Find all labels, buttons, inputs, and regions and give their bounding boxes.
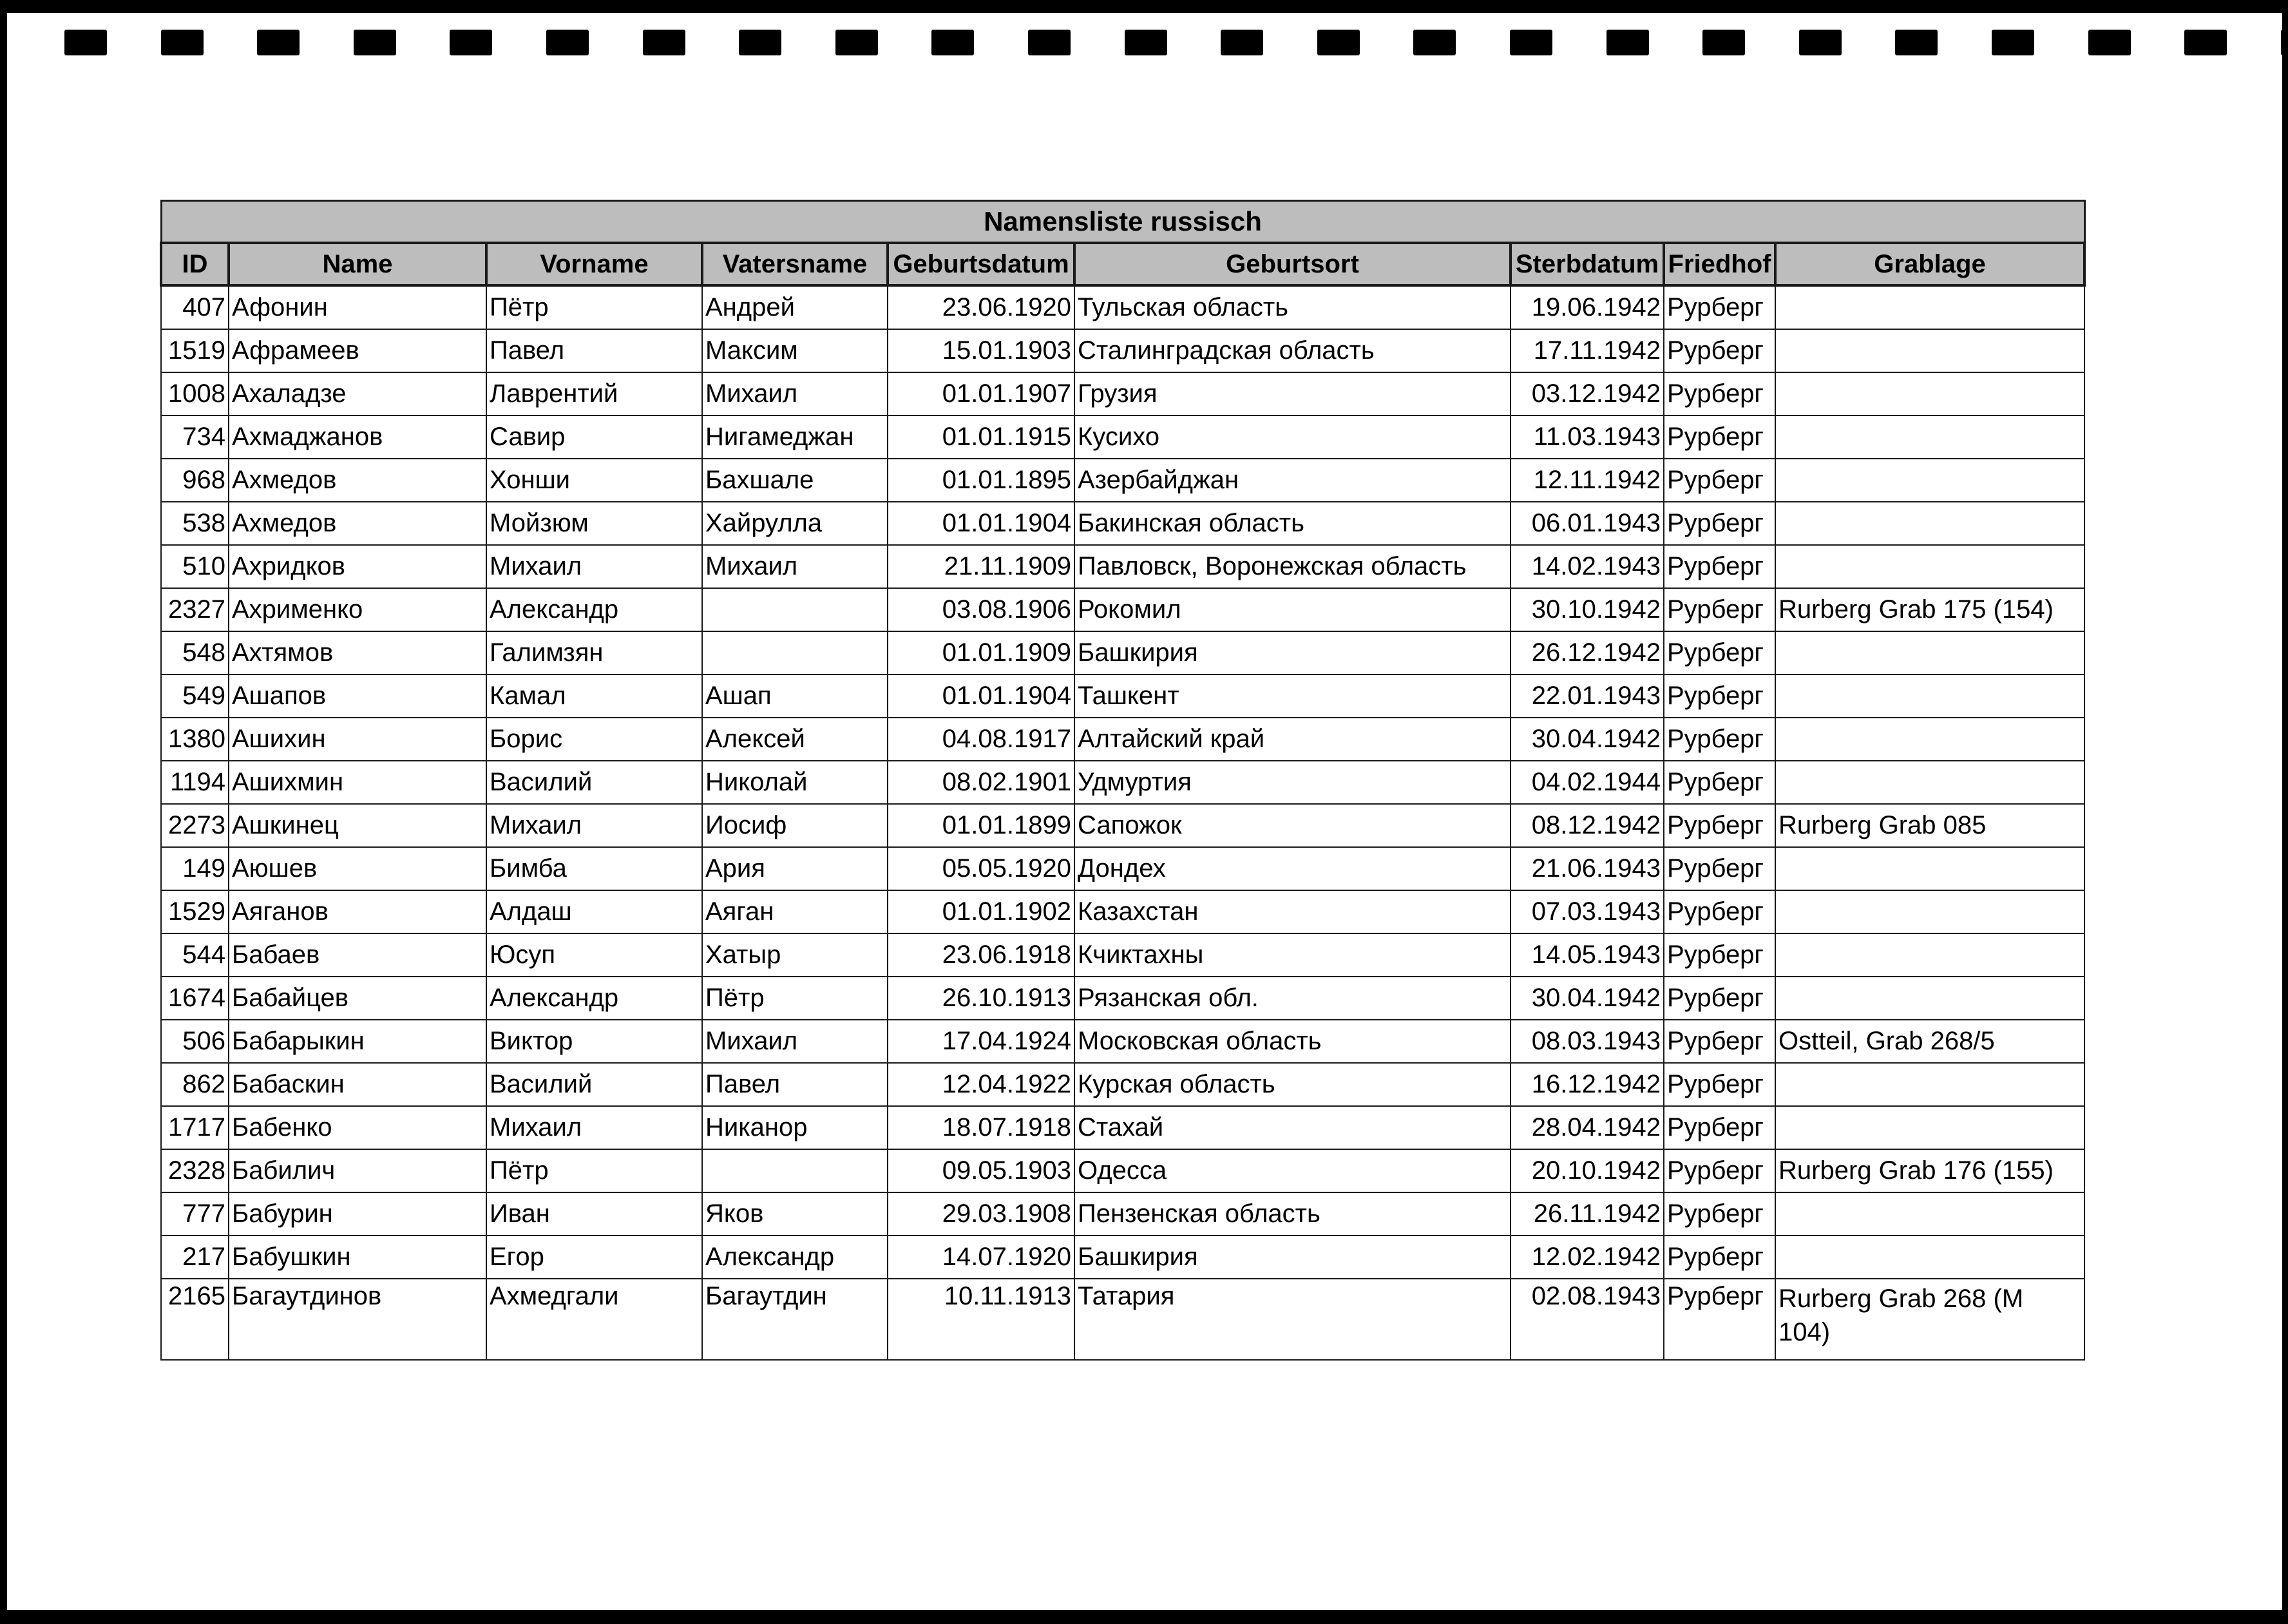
column-header-row (161, 243, 2084, 285)
table-cell: Пётр (702, 977, 888, 1020)
table-row (161, 847, 2084, 890)
column-header: Vorname (486, 243, 702, 285)
table-cell: Аяганов (229, 890, 486, 933)
punch-hole (1992, 30, 2034, 55)
punch-hole (2088, 30, 2131, 55)
table-cell: Рурберг (1664, 804, 1775, 847)
table-row (161, 1279, 2084, 1360)
table-cell: 15.01.1903 (888, 329, 1074, 372)
table-cell: Ахмедов (229, 502, 486, 545)
table-cell: 21.06.1943 (1511, 847, 1664, 890)
table-cell: 06.01.1943 (1511, 502, 1664, 545)
table-cell: Аюшев (229, 847, 486, 890)
table-cell: 19.06.1942 (1511, 285, 1664, 329)
table-row (161, 890, 2084, 933)
column-header: Friedhof (1664, 243, 1775, 285)
table-cell: Егор (486, 1236, 702, 1279)
table-cell: Мойзюм (486, 502, 702, 545)
table-cell: Азербайджан (1074, 459, 1511, 502)
table-cell: 862 (161, 1063, 229, 1106)
table-row (161, 631, 2084, 674)
table-cell: 968 (161, 459, 229, 502)
table-cell (1775, 459, 2084, 502)
table-cell: Рурберг (1664, 1236, 1775, 1279)
table-cell: Аяган (702, 890, 888, 933)
table-cell: Яков (702, 1192, 888, 1236)
table-cell: 548 (161, 631, 229, 674)
table-cell (1775, 718, 2084, 761)
table-cell: 09.05.1903 (888, 1149, 1074, 1192)
table-cell: Ашапов (229, 674, 486, 718)
table-cell: Рурберг (1664, 890, 1775, 933)
table-body (161, 285, 2084, 1360)
punch-hole (354, 30, 396, 55)
table-row (161, 674, 2084, 718)
table-cell: 21.11.1909 (888, 545, 1074, 588)
table-cell: 28.04.1942 (1511, 1106, 1664, 1149)
table-cell: 510 (161, 545, 229, 588)
table-cell: Хатыр (702, 933, 888, 977)
table-cell: Рурберг (1664, 977, 1775, 1020)
table-cell: 04.02.1944 (1511, 761, 1664, 804)
table-cell: Ostteil, Grab 268/5 (1775, 1020, 2084, 1063)
table-cell: 2273 (161, 804, 229, 847)
table-row (161, 977, 2084, 1020)
table-cell: 26.11.1942 (1511, 1192, 1664, 1236)
table-cell: 03.08.1906 (888, 588, 1074, 631)
punch-hole (1799, 30, 1842, 55)
table-cell: 12.04.1922 (888, 1063, 1074, 1106)
table-cell: Башкирия (1074, 631, 1511, 674)
punch-hole (2184, 30, 2227, 55)
table-cell: Бакинская область (1074, 502, 1511, 545)
table-cell: Пензенская область (1074, 1192, 1511, 1236)
punch-hole (450, 30, 492, 55)
table-cell: Рурберг (1664, 502, 1775, 545)
table-cell (1775, 1236, 2084, 1279)
table-cell: Рурберг (1664, 761, 1775, 804)
table-cell: Павел (702, 1063, 888, 1106)
table-cell: 2327 (161, 588, 229, 631)
column-header: Geburtsort (1074, 243, 1511, 285)
table-cell: Ахмаджанов (229, 416, 486, 459)
table-cell: Ахмедов (229, 459, 486, 502)
table-cell: 549 (161, 674, 229, 718)
table-cell: Рурберг (1664, 1063, 1775, 1106)
table-cell: Сталинградская область (1074, 329, 1511, 372)
table-cell: Рурберг (1664, 847, 1775, 890)
table-cell: 01.01.1895 (888, 459, 1074, 502)
table-cell: 08.03.1943 (1511, 1020, 1664, 1063)
table-cell: 26.12.1942 (1511, 631, 1664, 674)
table-cell: Рурберг (1664, 588, 1775, 631)
punch-hole (546, 30, 589, 55)
table-cell: Иван (486, 1192, 702, 1236)
punch-hole (64, 30, 107, 55)
punch-hole (643, 30, 685, 55)
table-cell: Рурберг (1664, 933, 1775, 977)
document-page (160, 200, 2086, 1361)
table-cell: Рурберг (1664, 1279, 1775, 1360)
table-cell: Рурберг (1664, 674, 1775, 718)
table-cell: 30.10.1942 (1511, 588, 1664, 631)
table-cell: Алтайский край (1074, 718, 1511, 761)
table-cell (1775, 847, 2084, 890)
table-cell: Афрамеев (229, 329, 486, 372)
table-cell: Михаил (702, 372, 888, 416)
table-cell: 544 (161, 933, 229, 977)
table-cell: Виктор (486, 1020, 702, 1063)
table-cell (1775, 1106, 2084, 1149)
table-cell: 23.06.1918 (888, 933, 1074, 977)
table-cell (1775, 416, 2084, 459)
table-cell: Василий (486, 761, 702, 804)
table-cell: Борис (486, 718, 702, 761)
table-cell: Ахрименко (229, 588, 486, 631)
table-cell: 30.04.1942 (1511, 718, 1664, 761)
table-row (161, 459, 2084, 502)
table-cell: Пётр (486, 285, 702, 329)
table-cell (1775, 502, 2084, 545)
table-row (161, 329, 2084, 372)
table-cell: Rurberg Grab 268 (M 104) (1775, 1279, 2084, 1360)
table-cell: 01.01.1902 (888, 890, 1074, 933)
table-row (161, 502, 2084, 545)
table-cell: Андрей (702, 285, 888, 329)
table-cell: Рурберг (1664, 1020, 1775, 1063)
table-cell: Удмуртия (1074, 761, 1511, 804)
table-cell: Грузия (1074, 372, 1511, 416)
table-row (161, 416, 2084, 459)
table-row (161, 804, 2084, 847)
column-header: ID (161, 243, 229, 285)
table-cell (1775, 329, 2084, 372)
table-cell: Михаил (486, 1106, 702, 1149)
table-cell: 08.02.1901 (888, 761, 1074, 804)
table-row (161, 545, 2084, 588)
table-cell: 01.01.1909 (888, 631, 1074, 674)
table-cell: Ашап (702, 674, 888, 718)
table-cell: Николай (702, 761, 888, 804)
table-cell: Василий (486, 1063, 702, 1106)
table-cell: 23.06.1920 (888, 285, 1074, 329)
table-cell: 22.01.1943 (1511, 674, 1664, 718)
table-cell: 03.12.1942 (1511, 372, 1664, 416)
punch-hole (1702, 30, 1745, 55)
table-cell: Дондех (1074, 847, 1511, 890)
table-cell: Казахстан (1074, 890, 1511, 933)
table-row (161, 1106, 2084, 1149)
table-row (161, 1236, 2084, 1279)
table-cell (702, 1149, 888, 1192)
table-cell: 04.08.1917 (888, 718, 1074, 761)
table-cell: Бабайцев (229, 977, 486, 1020)
table-cell: 1519 (161, 329, 229, 372)
table-cell: Рурберг (1664, 718, 1775, 761)
table-cell: Багаутдин (702, 1279, 888, 1360)
punch-hole (257, 30, 300, 55)
table-cell: Нигамеджан (702, 416, 888, 459)
table-cell: Рурберг (1664, 372, 1775, 416)
table-row (161, 1192, 2084, 1236)
table-row (161, 761, 2084, 804)
table-cell: Александр (486, 977, 702, 1020)
column-header: Sterbdatum (1511, 243, 1664, 285)
table-cell: Михаил (702, 545, 888, 588)
table-cell: 1674 (161, 977, 229, 1020)
table-cell: Ашкинец (229, 804, 486, 847)
punch-hole (835, 30, 878, 55)
table-cell: 29.03.1908 (888, 1192, 1074, 1236)
table-cell: Башкирия (1074, 1236, 1511, 1279)
table-cell (1775, 372, 2084, 416)
table-cell: Кчиктахны (1074, 933, 1511, 977)
punch-hole (931, 30, 974, 55)
table-cell: 26.10.1913 (888, 977, 1074, 1020)
table-cell: Татария (1074, 1279, 1511, 1360)
table-cell: Иосиф (702, 804, 888, 847)
table-cell: Пётр (486, 1149, 702, 1192)
table-cell: 14.07.1920 (888, 1236, 1074, 1279)
table-cell: Бабаев (229, 933, 486, 977)
table-cell: Ашихин (229, 718, 486, 761)
table-cell: Никанор (702, 1106, 888, 1149)
punch-hole (1606, 30, 1649, 55)
table-cell: Бабушкин (229, 1236, 486, 1279)
table-cell: Павловск, Воронежская область (1074, 545, 1511, 588)
punch-hole (1317, 30, 1360, 55)
table-cell: 30.04.1942 (1511, 977, 1664, 1020)
table-row (161, 718, 2084, 761)
table-cell: Рурберг (1664, 416, 1775, 459)
table-cell: Одесса (1074, 1149, 1511, 1192)
table-cell: Камал (486, 674, 702, 718)
table-cell: Лаврентий (486, 372, 702, 416)
table-cell: Бабаскин (229, 1063, 486, 1106)
table-cell: Рурберг (1664, 631, 1775, 674)
table-cell: Афонин (229, 285, 486, 329)
punch-hole (739, 30, 781, 55)
table-cell: Александр (486, 588, 702, 631)
table-cell: Рурберг (1664, 285, 1775, 329)
table-cell: Галимзян (486, 631, 702, 674)
table-cell: Михаил (702, 1020, 888, 1063)
table-cell: Павел (486, 329, 702, 372)
table-cell: 10.11.1913 (888, 1279, 1074, 1360)
table-cell (1775, 1063, 2084, 1106)
table-cell: Ашихмин (229, 761, 486, 804)
table-cell: 217 (161, 1236, 229, 1279)
table-cell: Кусихо (1074, 416, 1511, 459)
table-cell: Рурберг (1664, 545, 1775, 588)
table-cell: Рязанская обл. (1074, 977, 1511, 1020)
table-cell: Бимба (486, 847, 702, 890)
table-cell: Рурберг (1664, 1106, 1775, 1149)
table-cell: Rurberg Grab 175 (154) (1775, 588, 2084, 631)
table-row (161, 285, 2084, 329)
table-cell: 14.05.1943 (1511, 933, 1664, 977)
table-cell: 506 (161, 1020, 229, 1063)
table-cell: 11.03.1943 (1511, 416, 1664, 459)
table-cell: 05.05.1920 (888, 847, 1074, 890)
table-cell: Рурберг (1664, 1149, 1775, 1192)
table-cell (1775, 977, 2084, 1020)
punch-hole (2281, 30, 2288, 55)
table-cell: Курская область (1074, 1063, 1511, 1106)
table-cell: Ташкент (1074, 674, 1511, 718)
table-cell: 1194 (161, 761, 229, 804)
table-cell: Тульская область (1074, 285, 1511, 329)
table-cell: Хонши (486, 459, 702, 502)
table-cell (1775, 631, 2084, 674)
table-cell: Юсуп (486, 933, 702, 977)
table-cell: 2165 (161, 1279, 229, 1360)
table-row (161, 933, 2084, 977)
punch-hole (161, 30, 204, 55)
table-cell: 08.12.1942 (1511, 804, 1664, 847)
table-row (161, 372, 2084, 416)
table-cell: 734 (161, 416, 229, 459)
table-row (161, 1063, 2084, 1106)
table-cell: 17.04.1924 (888, 1020, 1074, 1063)
table-cell: Бабарыкин (229, 1020, 486, 1063)
table-cell (702, 588, 888, 631)
column-header: Geburtsdatum (888, 243, 1074, 285)
table-cell: Александр (702, 1236, 888, 1279)
table-cell: Бахшале (702, 459, 888, 502)
table-cell (1775, 1192, 2084, 1236)
table-cell: Московская область (1074, 1020, 1511, 1063)
table-cell (1775, 890, 2084, 933)
table-cell: 149 (161, 847, 229, 890)
table-cell: Ахмедгали (486, 1279, 702, 1360)
table-cell: 777 (161, 1192, 229, 1236)
table-cell: 17.11.1942 (1511, 329, 1664, 372)
table-title: Namensliste russisch (161, 201, 2084, 244)
table-cell: 1717 (161, 1106, 229, 1149)
table-cell: Сапожок (1074, 804, 1511, 847)
punch-hole (1125, 30, 1167, 55)
table-cell: Михаил (486, 804, 702, 847)
table-row (161, 1020, 2084, 1063)
table-cell: 1380 (161, 718, 229, 761)
table-cell: 01.01.1904 (888, 502, 1074, 545)
table-cell: 20.10.1942 (1511, 1149, 1664, 1192)
table-cell: 07.03.1943 (1511, 890, 1664, 933)
names-table (160, 200, 2086, 1361)
table-cell: Рурберг (1664, 329, 1775, 372)
table-cell: 2328 (161, 1149, 229, 1192)
table-cell: 14.02.1943 (1511, 545, 1664, 588)
punch-holes (0, 30, 2288, 62)
table-cell: 1008 (161, 372, 229, 416)
table-cell (1775, 933, 2084, 977)
table-cell: Хайрулла (702, 502, 888, 545)
punch-hole (1221, 30, 1263, 55)
punch-hole (1413, 30, 1456, 55)
table-row (161, 1149, 2084, 1192)
table-row (161, 588, 2084, 631)
table-cell: Михаил (486, 545, 702, 588)
table-cell: 18.07.1918 (888, 1106, 1074, 1149)
column-header: Vatersname (702, 243, 888, 285)
table-cell: Rurberg Grab 176 (155) (1775, 1149, 2084, 1192)
table-cell (1775, 545, 2084, 588)
punch-hole (1895, 30, 1938, 55)
column-header: Name (229, 243, 486, 285)
table-cell (702, 631, 888, 674)
punch-hole (1028, 30, 1071, 55)
column-header: Grablage (1775, 243, 2084, 285)
table-cell: 16.12.1942 (1511, 1063, 1664, 1106)
table-cell: Бабурин (229, 1192, 486, 1236)
table-cell: 12.02.1942 (1511, 1236, 1664, 1279)
table-cell: Ария (702, 847, 888, 890)
table-cell: Ахаладзе (229, 372, 486, 416)
table-cell: Багаутдинов (229, 1279, 486, 1360)
table-cell: Савир (486, 416, 702, 459)
table-cell: 01.01.1907 (888, 372, 1074, 416)
table-cell: Бабилич (229, 1149, 486, 1192)
table-cell: Ахтямов (229, 631, 486, 674)
table-cell (1775, 285, 2084, 329)
table-cell: Рурберг (1664, 459, 1775, 502)
table-cell: 01.01.1915 (888, 416, 1074, 459)
table-cell: Алдаш (486, 890, 702, 933)
table-cell: 01.01.1899 (888, 804, 1074, 847)
table-cell: Рурберг (1664, 1192, 1775, 1236)
table-cell: Ахридков (229, 545, 486, 588)
table-cell: Максим (702, 329, 888, 372)
table-cell (1775, 761, 2084, 804)
table-cell: Стахай (1074, 1106, 1511, 1149)
punch-hole (1510, 30, 1552, 55)
table-cell: 01.01.1904 (888, 674, 1074, 718)
table-cell: 12.11.1942 (1511, 459, 1664, 502)
table-cell: 02.08.1943 (1511, 1279, 1664, 1360)
table-cell: 1529 (161, 890, 229, 933)
table-cell: Бабенко (229, 1106, 486, 1149)
table-cell: Рокомил (1074, 588, 1511, 631)
table-cell (1775, 674, 2084, 718)
table-cell: 538 (161, 502, 229, 545)
table-cell: Rurberg Grab 085 (1775, 804, 2084, 847)
table-cell: 407 (161, 285, 229, 329)
table-cell: Алексей (702, 718, 888, 761)
